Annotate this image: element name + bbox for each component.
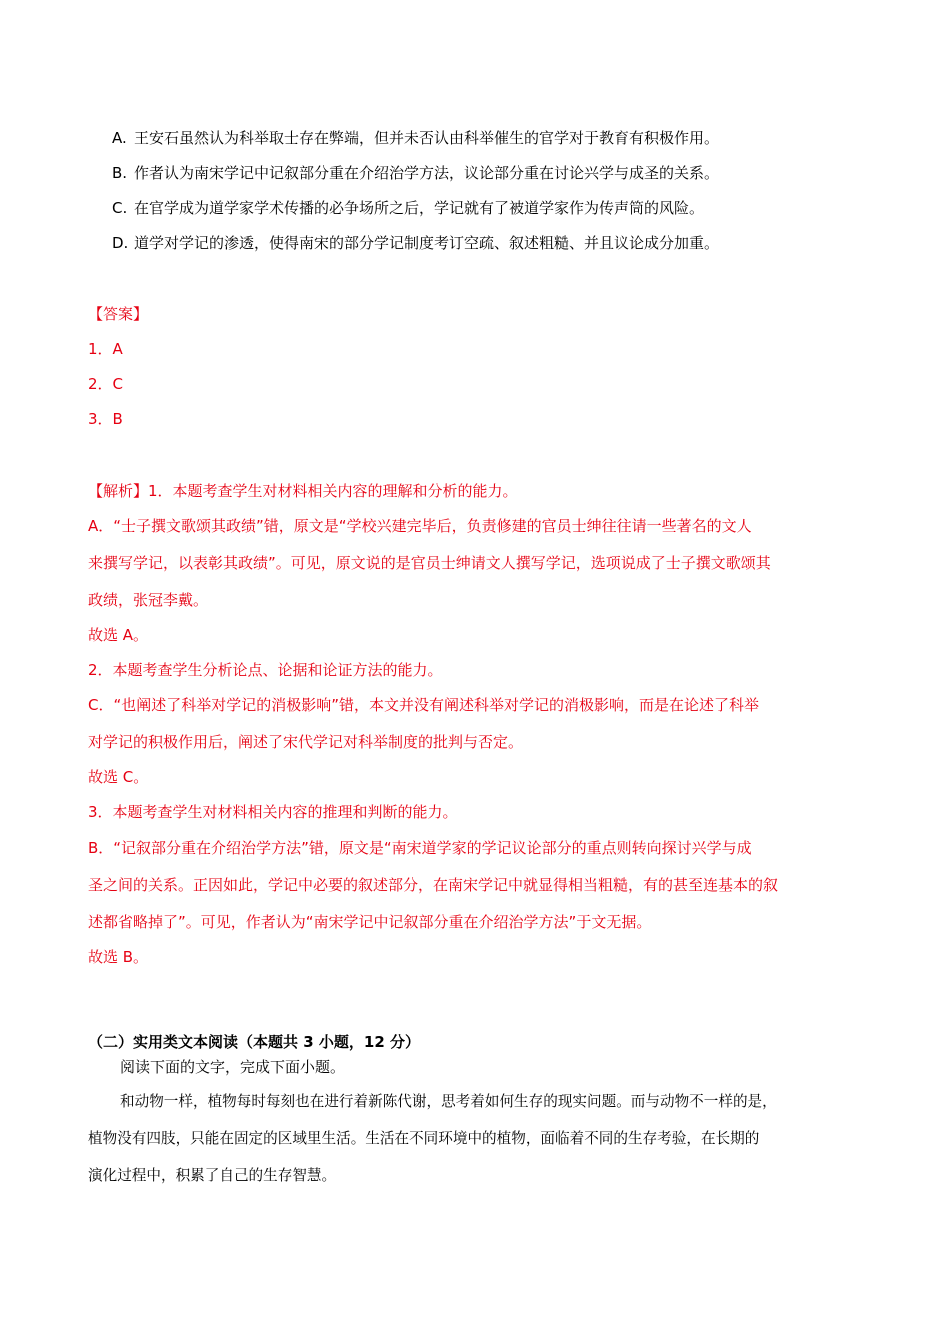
analysis-q2-line-2: 对学记的积极作用后，阐述了宋代学记对科举制度的批判与否定。	[88, 733, 524, 751]
analysis-q1-intro-text: 1．本题考查学生对材料相关内容的理解和分析的能力。	[148, 482, 518, 500]
answer-heading: 【答案】	[88, 305, 149, 323]
option-label: B.	[112, 164, 128, 182]
analysis-q3-choice: 故选 B。	[88, 948, 149, 966]
option-text: 道学对学记的渗透，使得南宋的部分学记制度考订空疏、叙述粗糙、并且议论成分加重。	[134, 234, 720, 252]
passage-line-1: 和动物一样，植物每时每刻也在进行着新陈代谢，思考着如何生存的现实问题。而与动物不一样的是，	[120, 1093, 777, 1110]
analysis-q2-intro: 2．本题考查学生分析论点、论据和论证方法的能力。	[88, 661, 443, 679]
analysis-q2-choice: 故选 C。	[88, 768, 149, 786]
option-text: 作者认为南宋学记中记叙部分重在介绍治学方法，议论部分重在讨论兴学与成圣的关系。	[134, 164, 720, 182]
passage-line-2: 植物没有四肢，只能在固定的区域里生活。生活在不同环境中的植物，面临着不同的生存考验，在长期的	[88, 1130, 760, 1147]
option-text: 在官学成为道学家学术传播的必争场所之后，学记就有了被道学家作为传声筒的风险。	[134, 199, 705, 217]
answer-item-3: 3．B	[88, 410, 123, 428]
analysis-heading: 【解析】	[88, 482, 149, 500]
analysis-q1-line-2: 来撰写学记，以表彰其政绩”。可见，原文说的是官员士绅请文人撰写学记，选项说成了士子撰文歌颂其	[88, 554, 771, 572]
analysis-q3-line-3: 述都省略掉了”。可见，作者认为“南宋学记中记叙部分重在介绍治学方法”于文无据。	[88, 913, 652, 931]
option-c	[112, 198, 704, 218]
analysis-q2-line-1: C．“也阐述了科举对学记的消极影响”错，本文并没有阐述科举对学记的消极影响，而是在论述了科举	[88, 696, 760, 714]
option-d	[112, 233, 719, 253]
analysis-q1-choice: 故选 A。	[88, 626, 149, 644]
option-a	[112, 128, 719, 148]
section-instruction: 阅读下面的文字，完成下面小题。	[120, 1058, 346, 1076]
option-b	[112, 163, 719, 183]
analysis-q1-intro	[88, 481, 518, 501]
answer-item-2: 2．C	[88, 375, 124, 393]
analysis-q3-line-2: 圣之间的关系。正因如此，学记中必要的叙述部分，在南宋学记中就显得相当粗糙，有的甚至连基本的叙	[88, 876, 779, 894]
option-label: A.	[112, 129, 127, 147]
option-label: D.	[112, 234, 129, 252]
analysis-q3-line-1: B．“记叙部分重在介绍治学方法”错，原文是“南宋道学家的学记议论部分的重点则转向探讨兴学与成	[88, 839, 752, 857]
option-label: C.	[112, 199, 128, 217]
passage-line-3: 演化过程中，积累了自己的生存智慧。	[88, 1167, 337, 1184]
section-title: （二）实用类文本阅读（本题共 3 小题，12 分）	[88, 1033, 420, 1051]
analysis-q1-line-1: A．“士子撰文歌颂其政绩”错，原文是“学校兴建完毕后，负责修建的官员士绅往往请一些著名的文人	[88, 517, 752, 535]
option-text: 王安石虽然认为科举取士存在弊端，但并未否认由科举催生的官学对于教育有积极作用。	[134, 129, 720, 147]
answer-item-1: 1．A	[88, 340, 123, 358]
analysis-q1-line-3: 政绩，张冠李戴。	[88, 591, 209, 609]
analysis-q3-intro: 3．本题考查学生对材料相关内容的推理和判断的能力。	[88, 803, 458, 821]
